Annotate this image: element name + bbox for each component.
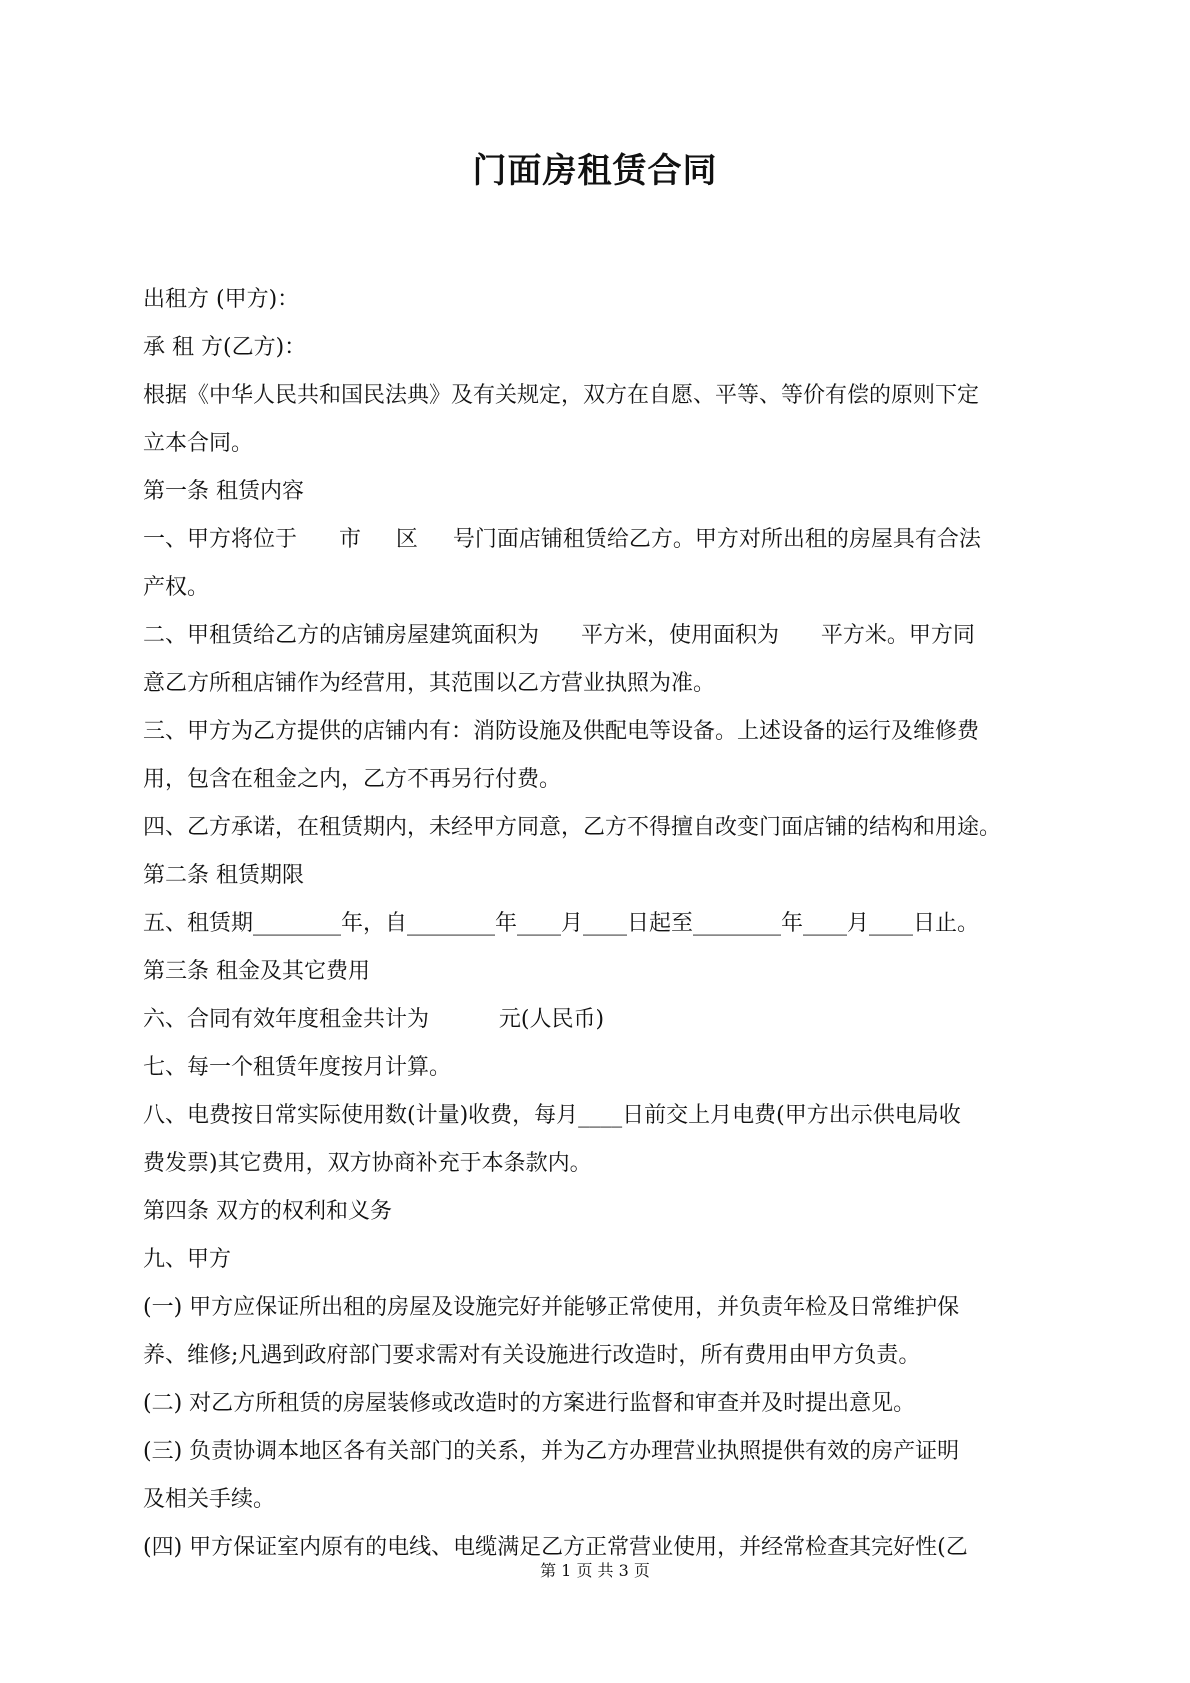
- text-line: 六、合同有效年度租金共计为 元(人民币): [143, 1007, 605, 1032]
- page-number: 第 1 页 共 3 页: [540, 1561, 650, 1580]
- text-line: 七、每一个租赁年度按月计算。: [143, 1055, 452, 1080]
- text-line: 养、维修;凡遇到政府部门要求需对有关设施进行改造时，所有费用由甲方负责。: [143, 1343, 921, 1368]
- text-line: 承 租 方(乙方)：: [143, 335, 307, 360]
- text-line: 二、甲租赁给乙方的店铺房屋建筑面积为 平方米，使用面积为 平方米。甲方同: [143, 623, 975, 648]
- text-line: 出租方 (甲方)：: [143, 287, 300, 312]
- text-line: (三) 负责协调本地区各有关部门的关系，并为乙方办理营业执照提供有效的房产证明: [143, 1439, 960, 1464]
- text-line: 意乙方所租店铺作为经营用，其范围以乙方营业执照为准。: [143, 671, 716, 696]
- document-title: 门面房租赁合同: [472, 151, 718, 191]
- text-line: 八、电费按日常实际使用数(计量)收费，每月____日前交上月电费(甲方出示供电局收: [143, 1103, 961, 1128]
- text-line: 费发票)其它费用，双方协商补充于本条款内。: [143, 1151, 592, 1176]
- text-line: 五、租赁期________年，自________年____月____日起至________年____月____日止。: [143, 911, 980, 936]
- text-line: 根据《中华人民共和国民法典》及有关规定，双方在自愿、平等、等价有偿的原则下定: [143, 383, 980, 408]
- text-line: 四、乙方承诺，在租赁期内，未经甲方同意，乙方不得擅自改变门面店铺的结构和用途。: [143, 815, 1002, 840]
- section-heading: 第二条 租赁期限: [143, 863, 304, 888]
- text-line: 立本合同。: [143, 431, 254, 456]
- text-line: 产权。: [143, 575, 210, 600]
- text-line: (二) 对乙方所租赁的房屋装修或改造时的方案进行监督和审查并及时提出意见。: [143, 1391, 916, 1416]
- text-line: 三、甲方为乙方提供的店铺内有：消防设施及供配电等设备。上述设备的运行及维修费: [143, 719, 980, 744]
- text-line: 用，包含在租金之内，乙方不再另行付费。: [143, 767, 562, 792]
- text-line: 九、甲方: [143, 1247, 232, 1272]
- text-line: 及相关手续。: [143, 1487, 276, 1512]
- text-line: (一) 甲方应保证所出租的房屋及设施完好并能够正常使用，并负责年检及日常维护保: [143, 1295, 960, 1320]
- text-line: (四) 甲方保证室内原有的电线、电缆满足乙方正常营业使用，并经常检查其完好性(乙: [143, 1535, 968, 1560]
- section-heading: 第四条 双方的权利和义务: [143, 1199, 392, 1224]
- text-line: 一、甲方将位于 市 区 号门面店铺租赁给乙方。甲方对所出租的房屋具有合法: [143, 527, 981, 552]
- document-body: [143, 276, 1053, 1572]
- section-heading: 第一条 租赁内容: [143, 479, 304, 504]
- section-heading: 第三条 租金及其它费用: [143, 959, 370, 984]
